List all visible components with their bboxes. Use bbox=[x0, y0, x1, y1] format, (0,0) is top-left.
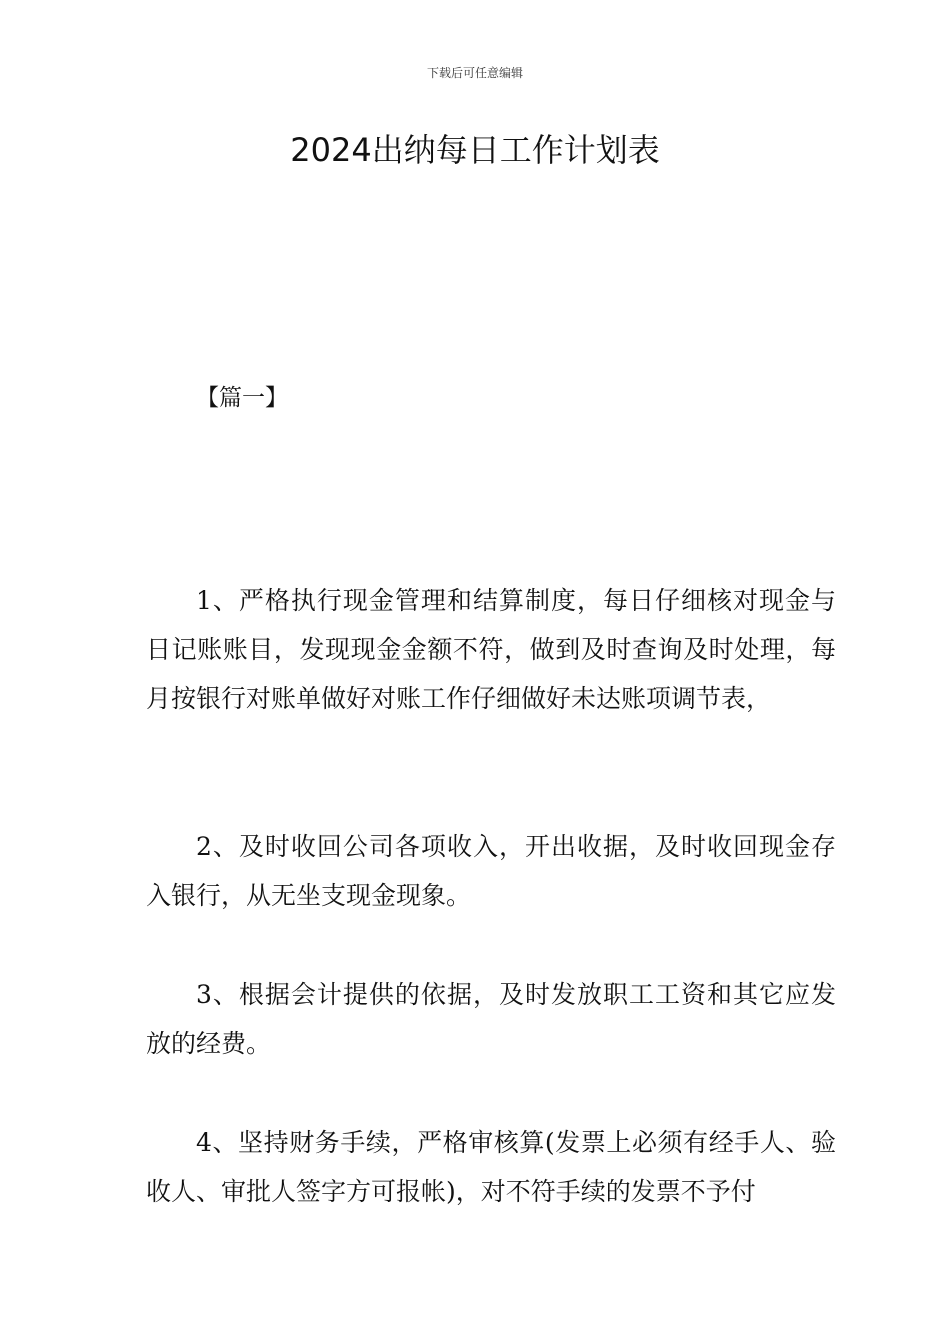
paragraph-3: 3、根据会计提供的依据，及时发放职工工资和其它应发放的经费。 bbox=[146, 980, 836, 1058]
paragraph-1: 1、严格执行现金管理和结算制度，每日仔细核对现金与日记账账目，发现现金金额不符，做到及时查询及时处理，每月按银行对账单做好对账工作仔细做好未达账项调节表， bbox=[146, 586, 836, 713]
section-heading: 【篇一】 bbox=[196, 385, 288, 411]
document-title: 2024出纳每日工作计划表 bbox=[290, 131, 660, 169]
paragraph-4: 4、坚持财务手续，严格审核算(发票上必须有经手人、验收人、审批人签字方可报帐)，对不符手续的发票不予付 bbox=[146, 1128, 836, 1206]
header-note: 下载后可任意编辑 bbox=[426, 66, 523, 80]
paragraph-2: 2、及时收回公司各项收入，开出收据，及时收回现金存入银行，从无坐支现金现象。 bbox=[146, 832, 836, 910]
